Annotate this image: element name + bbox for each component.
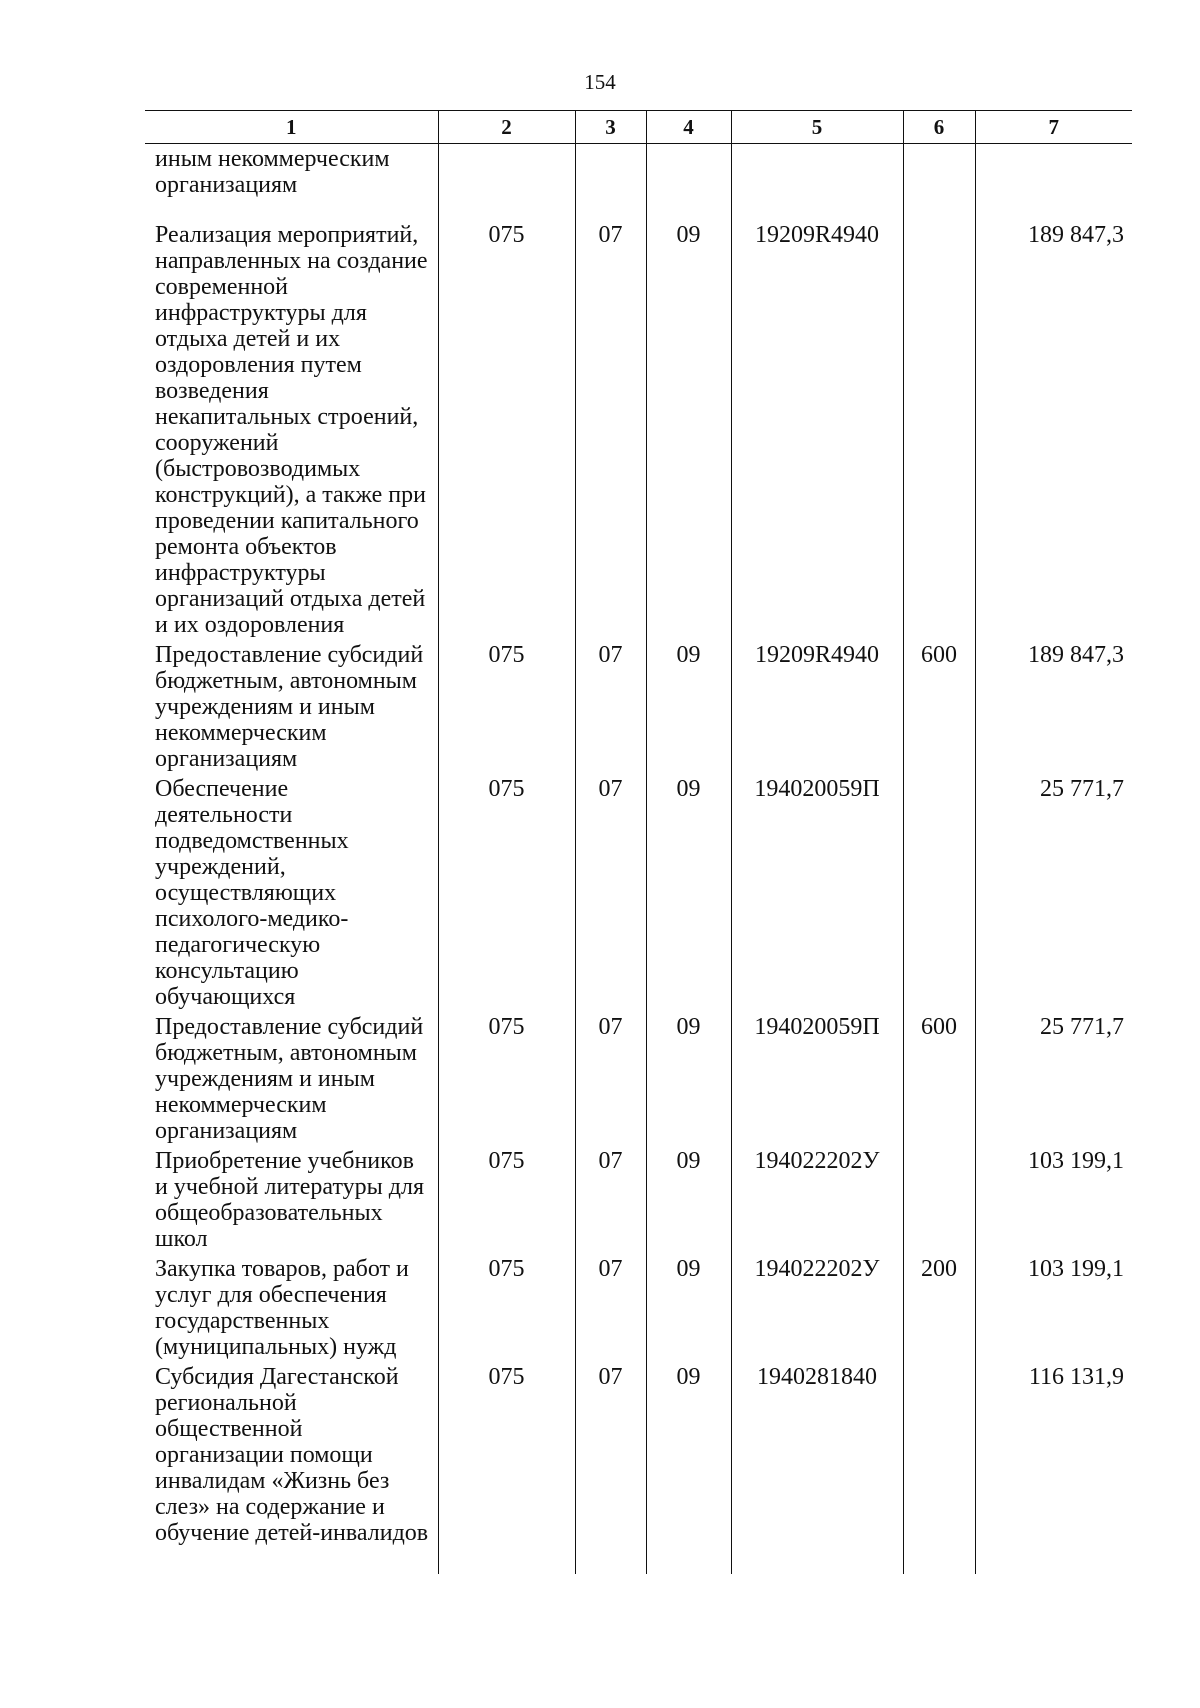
cell-col4: 09 (646, 1010, 731, 1144)
cell-col5: 194020059П (731, 1010, 903, 1144)
cell-col6 (903, 772, 975, 1010)
table-row (145, 1010, 1132, 1144)
cell-col6 (903, 1360, 975, 1546)
column-header: 6 (903, 111, 975, 144)
cell-col5: 1940281840 (731, 1360, 903, 1546)
budget-table (145, 110, 1132, 1574)
cell-col5: 194022202У (731, 1252, 903, 1360)
cell-col3: 07 (575, 1360, 646, 1546)
cell-col6: 600 (903, 638, 975, 772)
cell-col4: 09 (646, 1360, 731, 1546)
cell-amount: 25 771,7 (975, 772, 1132, 1010)
column-header: 7 (975, 111, 1132, 144)
table-row (145, 772, 1132, 1010)
cell-col3: 07 (575, 218, 646, 638)
cell-col5: 194020059П (731, 772, 903, 1010)
table-row (145, 1144, 1132, 1252)
row-name: Реализация мероприятий, направленных на создание современной инфраструктуры для отдыха детей и их оздоровления путем возведения некапитальных строений, сооружений (быстровозводимых конструкций), а также при проведении капитального ремонта объектов инфраструктуры организаций отдыха детей и их оздоровления (155, 222, 428, 638)
cell-col6 (903, 218, 975, 638)
table-row (145, 218, 1132, 638)
row-name: Предоставление субсидий бюджетным, автономным учреждениям и иным некоммерческим организациям (155, 1014, 424, 1144)
cell-amount: 25 771,7 (975, 1010, 1132, 1144)
cell-col3: 07 (575, 638, 646, 772)
cell-amount: 189 847,3 (975, 638, 1132, 772)
column-header: 2 (438, 111, 575, 144)
column-header: 1 (145, 111, 438, 144)
cell-col2: 075 (438, 638, 575, 772)
cell-col3: 07 (575, 1010, 646, 1144)
cell-col3: 07 (575, 1252, 646, 1360)
page-number: 154 (584, 70, 616, 94)
cell-col2: 075 (438, 1010, 575, 1144)
cell-col5: 19209R4940 (731, 638, 903, 772)
table-row (145, 1360, 1132, 1546)
header-row (145, 111, 1132, 144)
cell-col2: 075 (438, 218, 575, 638)
row-name: Закупка товаров, работ и услуг для обеспечения государственных (муниципальных) нужд (155, 1256, 409, 1360)
cell-col6: 600 (903, 1010, 975, 1144)
cell-col4: 09 (646, 1252, 731, 1360)
row-name: Обеспечение деятельности подведомственных учреждений, осуществляющих психолого-медико-педагогическую консультацию обучающихся (155, 776, 349, 1010)
table-row-continuation (145, 144, 1132, 219)
column-header: 3 (575, 111, 646, 144)
cell-col5: 19209R4940 (731, 218, 903, 638)
column-header: 4 (646, 111, 731, 144)
cell-col4: 09 (646, 1144, 731, 1252)
cell-col3: 07 (575, 1144, 646, 1252)
row-name: Субсидия Дагестанской региональной общественной организации помощи инвалидам «Жизнь без слез» на содержание и обучение детей-инвалидов (155, 1364, 429, 1546)
cell-col3: 07 (575, 772, 646, 1010)
column-header: 5 (731, 111, 903, 144)
cell-col4: 09 (646, 772, 731, 1010)
cell-col2: 075 (438, 772, 575, 1010)
row-name: иным некоммерческим организациям (155, 146, 390, 198)
cell-col6: 200 (903, 1252, 975, 1360)
cell-amount: 189 847,3 (975, 218, 1132, 638)
cell-amount: 103 199,1 (975, 1252, 1132, 1360)
cell-col6 (903, 1144, 975, 1252)
cell-col2: 075 (438, 1144, 575, 1252)
cell-amount: 116 131,9 (975, 1360, 1132, 1546)
cell-col2: 075 (438, 1360, 575, 1546)
row-name: Приобретение учебников и учебной литературы для общеобразовательных школ (155, 1148, 424, 1252)
cell-col5: 194022202У (731, 1144, 903, 1252)
table-row (145, 638, 1132, 772)
table-bottom-spacer (145, 1546, 1132, 1574)
cell-col4: 09 (646, 218, 731, 638)
cell-col2: 075 (438, 1252, 575, 1360)
row-name: Предоставление субсидий бюджетным, автономным учреждениям и иным некоммерческим организациям (155, 642, 424, 772)
cell-col4: 09 (646, 638, 731, 772)
cell-amount: 103 199,1 (975, 1144, 1132, 1252)
table-row (145, 1252, 1132, 1360)
